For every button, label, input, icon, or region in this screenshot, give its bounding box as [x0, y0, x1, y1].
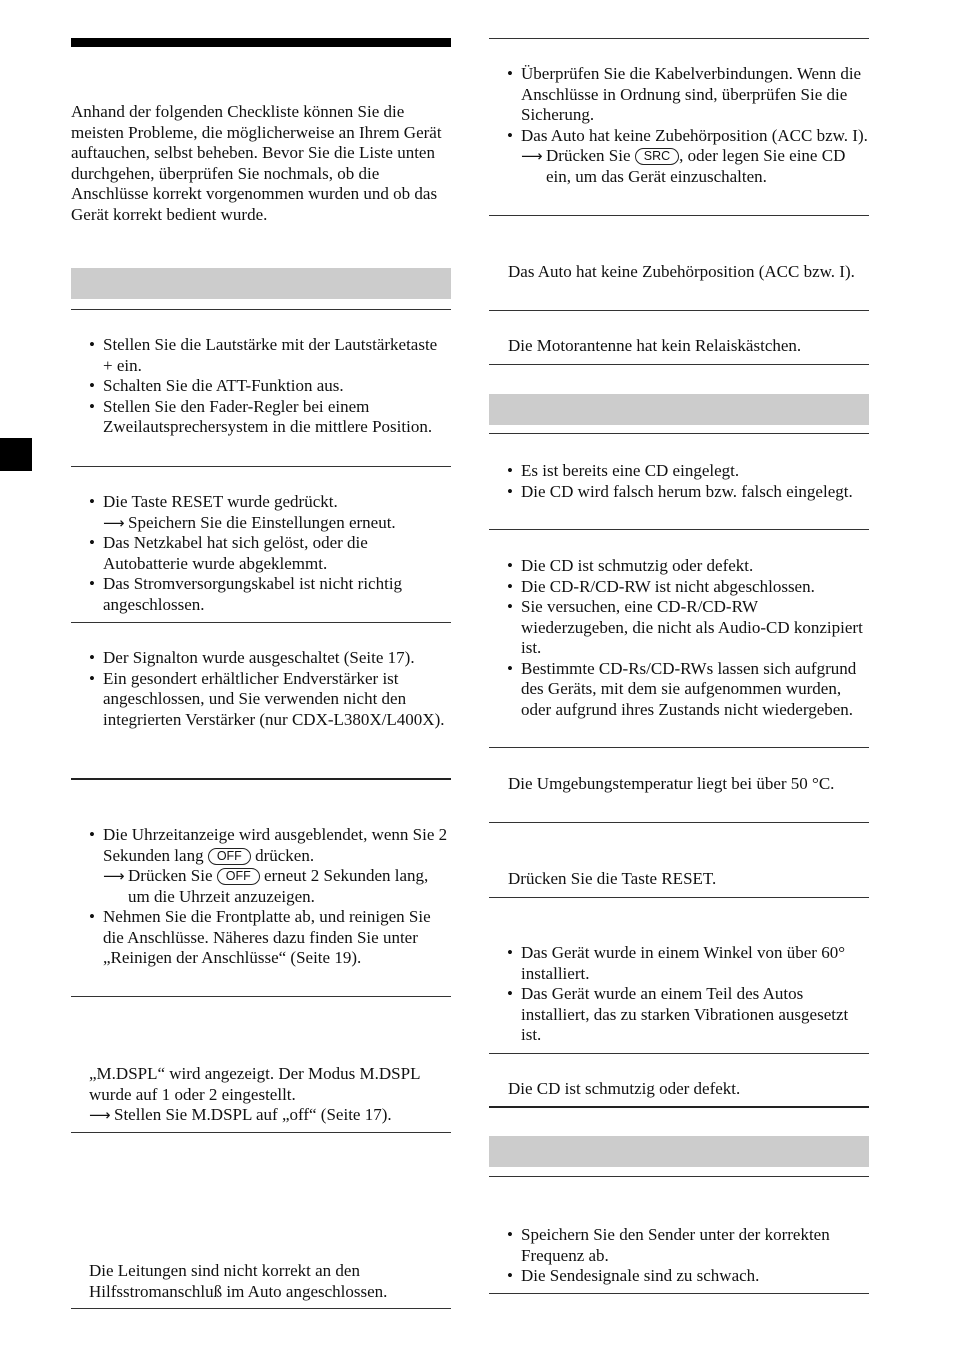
list-item: • Stellen Sie die Lautstärke mit der Lautstärketaste + ein.	[89, 335, 449, 376]
divider	[489, 1293, 869, 1294]
divider-thick	[489, 1106, 869, 1108]
left-list-1	[89, 335, 449, 438]
left-list-4	[89, 825, 451, 969]
divider	[71, 622, 451, 623]
right-list-5	[507, 556, 869, 720]
list-item: • Die Sendesignale sind zu schwach.	[507, 1266, 869, 1287]
list-item	[507, 126, 869, 188]
remedy	[103, 866, 451, 907]
list-item: • Das Stromversorgungskabel ist nicht richtig angeschlossen.	[89, 574, 449, 615]
divider	[489, 1176, 869, 1177]
list-item: • Sie versuchen, eine CD-R/CD-RW wiederzugeben, die nicht als Audio-CD konzipiert ist.	[507, 597, 869, 659]
divider	[71, 1132, 451, 1133]
remedy-text: Drücken Sie	[128, 866, 213, 885]
divider	[489, 364, 869, 365]
list-item-text: Das Auto hat keine Zubehörposition (ACC bzw. I).	[521, 125, 868, 145]
list-item-text: drücken.	[255, 845, 315, 865]
left-section-5	[89, 1064, 451, 1126]
page-tab-marker	[0, 438, 32, 471]
remedy-text: Drücken Sie	[546, 146, 631, 165]
remedy	[521, 146, 869, 187]
list-item: • Stellen Sie den Fader-Regler bei einem Zweilautsprechersystem in die mittlere Position.	[89, 397, 449, 438]
paragraph: Die CD ist schmutzig oder defekt.	[508, 1079, 741, 1098]
list-item-text: Die Uhrzeitanzeige wird ausgeblendet, wenn Sie 2 Sekunden lang	[103, 825, 448, 865]
list-item: • Nehmen Sie die Frontplatte ab, und reinigen Sie die Anschlüsse. Näheres dazu finden Sie unter „Reinigen der Anschlüsse“ (Seite 19).	[89, 907, 451, 969]
off-key: OFF	[217, 868, 260, 885]
remedy	[103, 513, 449, 534]
arrow-right-icon: ⟶	[103, 513, 125, 532]
list-item: • Die CD wird falsch herum bzw. falsch eingelegt.	[507, 482, 869, 503]
divider	[489, 529, 869, 530]
divider	[489, 822, 869, 823]
list-item: • Das Gerät wurde in einem Winkel von über 60° installiert.	[507, 943, 869, 984]
list-item: • Ein gesondert erhältlicher Endverstärker ist angeschlossen, und Sie verwenden nicht den integrierten Verstärker (nur CDX-L380X/L400X).	[89, 669, 449, 731]
divider-thick	[71, 778, 451, 780]
remedy-text: Stellen Sie M.DSPL auf „off“ (Seite 17).	[114, 1105, 392, 1124]
paragraph: Die Motorantenne hat kein Relaiskästchen.	[508, 336, 802, 355]
intro-paragraph: Anhand der folgenden Checkliste können Sie die meisten Probleme, die möglicherweise an Ihrem Gerät auftauchen, selbst beheben. Bevor Sie die Liste unten durchgehen, überprüfen Sie nochmals, ob die Anschlüsse korrekt vorgenommen wurden und ob das Gerät korrekt bedient wurde.	[71, 102, 442, 224]
list-item: • Es ist bereits eine CD eingelegt.	[507, 461, 869, 482]
paragraph: Die Umgebungstemperatur liegt bei über 50 °C.	[508, 774, 835, 793]
divider	[489, 215, 869, 216]
remedy	[89, 1105, 451, 1126]
divider	[489, 1053, 869, 1054]
left-list-3	[89, 648, 449, 730]
list-item: • Die CD ist schmutzig oder defekt.	[507, 556, 869, 577]
list-item: • Das Gerät wurde an einem Teil des Autos installiert, das zu starken Vibrationen ausgesetzt ist.	[507, 984, 869, 1046]
paragraph: Die Leitungen sind nicht korrekt an den Hilfsstromanschluß im Auto angeschlossen.	[89, 1261, 388, 1301]
remedy-text: , oder legen Sie eine CD ein, um das Gerät einzuschalten.	[546, 146, 846, 186]
list-item: • Schalten Sie die ATT-Funktion aus.	[89, 376, 449, 397]
section-band-left	[71, 268, 451, 299]
src-key: SRC	[635, 148, 679, 165]
remedy-text: Speichern Sie die Einstellungen erneut.	[128, 512, 396, 532]
divider	[71, 309, 451, 310]
paragraph: Drücken Sie die Taste RESET.	[508, 869, 717, 888]
arrow-right-icon: ⟶	[89, 1106, 111, 1124]
right-list-8	[507, 943, 869, 1046]
divider	[489, 433, 869, 434]
list-item	[89, 825, 451, 907]
right-list-4	[507, 461, 869, 502]
right-list-10	[507, 1225, 869, 1287]
paragraph: „M.DSPL“ wird angezeigt. Der Modus M.DSPL wurde auf 1 oder 2 eingestellt.	[89, 1064, 420, 1104]
left-list-2	[89, 492, 449, 615]
list-item: • Bestimmte CD-Rs/CD-RWs lassen sich aufgrund des Geräts, mit dem sie aufgenommen wurden, oder aufgrund ihres Zustands nicht wiedergeben.	[507, 659, 869, 721]
list-item: • Das Netzkabel hat sich gelöst, oder die Autobatterie wurde abgeklemmt.	[89, 533, 449, 574]
divider	[489, 747, 869, 748]
paragraph: Das Auto hat keine Zubehörposition (ACC bzw. I).	[508, 262, 855, 281]
remedy-text: erneut 2 Sekunden lang, um die Uhrzeit anzuzeigen.	[128, 866, 429, 906]
section-band-right	[489, 394, 869, 425]
divider	[489, 310, 869, 311]
divider	[489, 897, 869, 898]
off-key: OFF	[208, 848, 251, 865]
divider	[71, 1308, 451, 1309]
title-bar	[71, 38, 451, 47]
list-item: • Die CD-R/CD-RW ist nicht abgeschlossen.	[507, 577, 869, 598]
arrow-right-icon: ⟶	[103, 867, 125, 885]
divider	[71, 996, 451, 997]
list-item-text: Die Taste RESET wurde gedrückt.	[103, 492, 338, 511]
arrow-right-icon: ⟶	[521, 147, 543, 165]
right-list-1	[507, 64, 869, 187]
list-item: • Der Signalton wurde ausgeschaltet (Seite 17).	[89, 648, 449, 669]
list-item	[89, 492, 449, 533]
list-item: • Überprüfen Sie die Kabelverbindungen. Wenn die Anschlüsse in Ordnung sind, überprüfen Sie die Sicherung.	[507, 64, 869, 126]
section-band-right-2	[489, 1136, 869, 1167]
divider	[71, 466, 451, 467]
list-item: • Speichern Sie den Sender unter der korrekten Frequenz ab.	[507, 1225, 869, 1266]
divider	[489, 38, 869, 39]
